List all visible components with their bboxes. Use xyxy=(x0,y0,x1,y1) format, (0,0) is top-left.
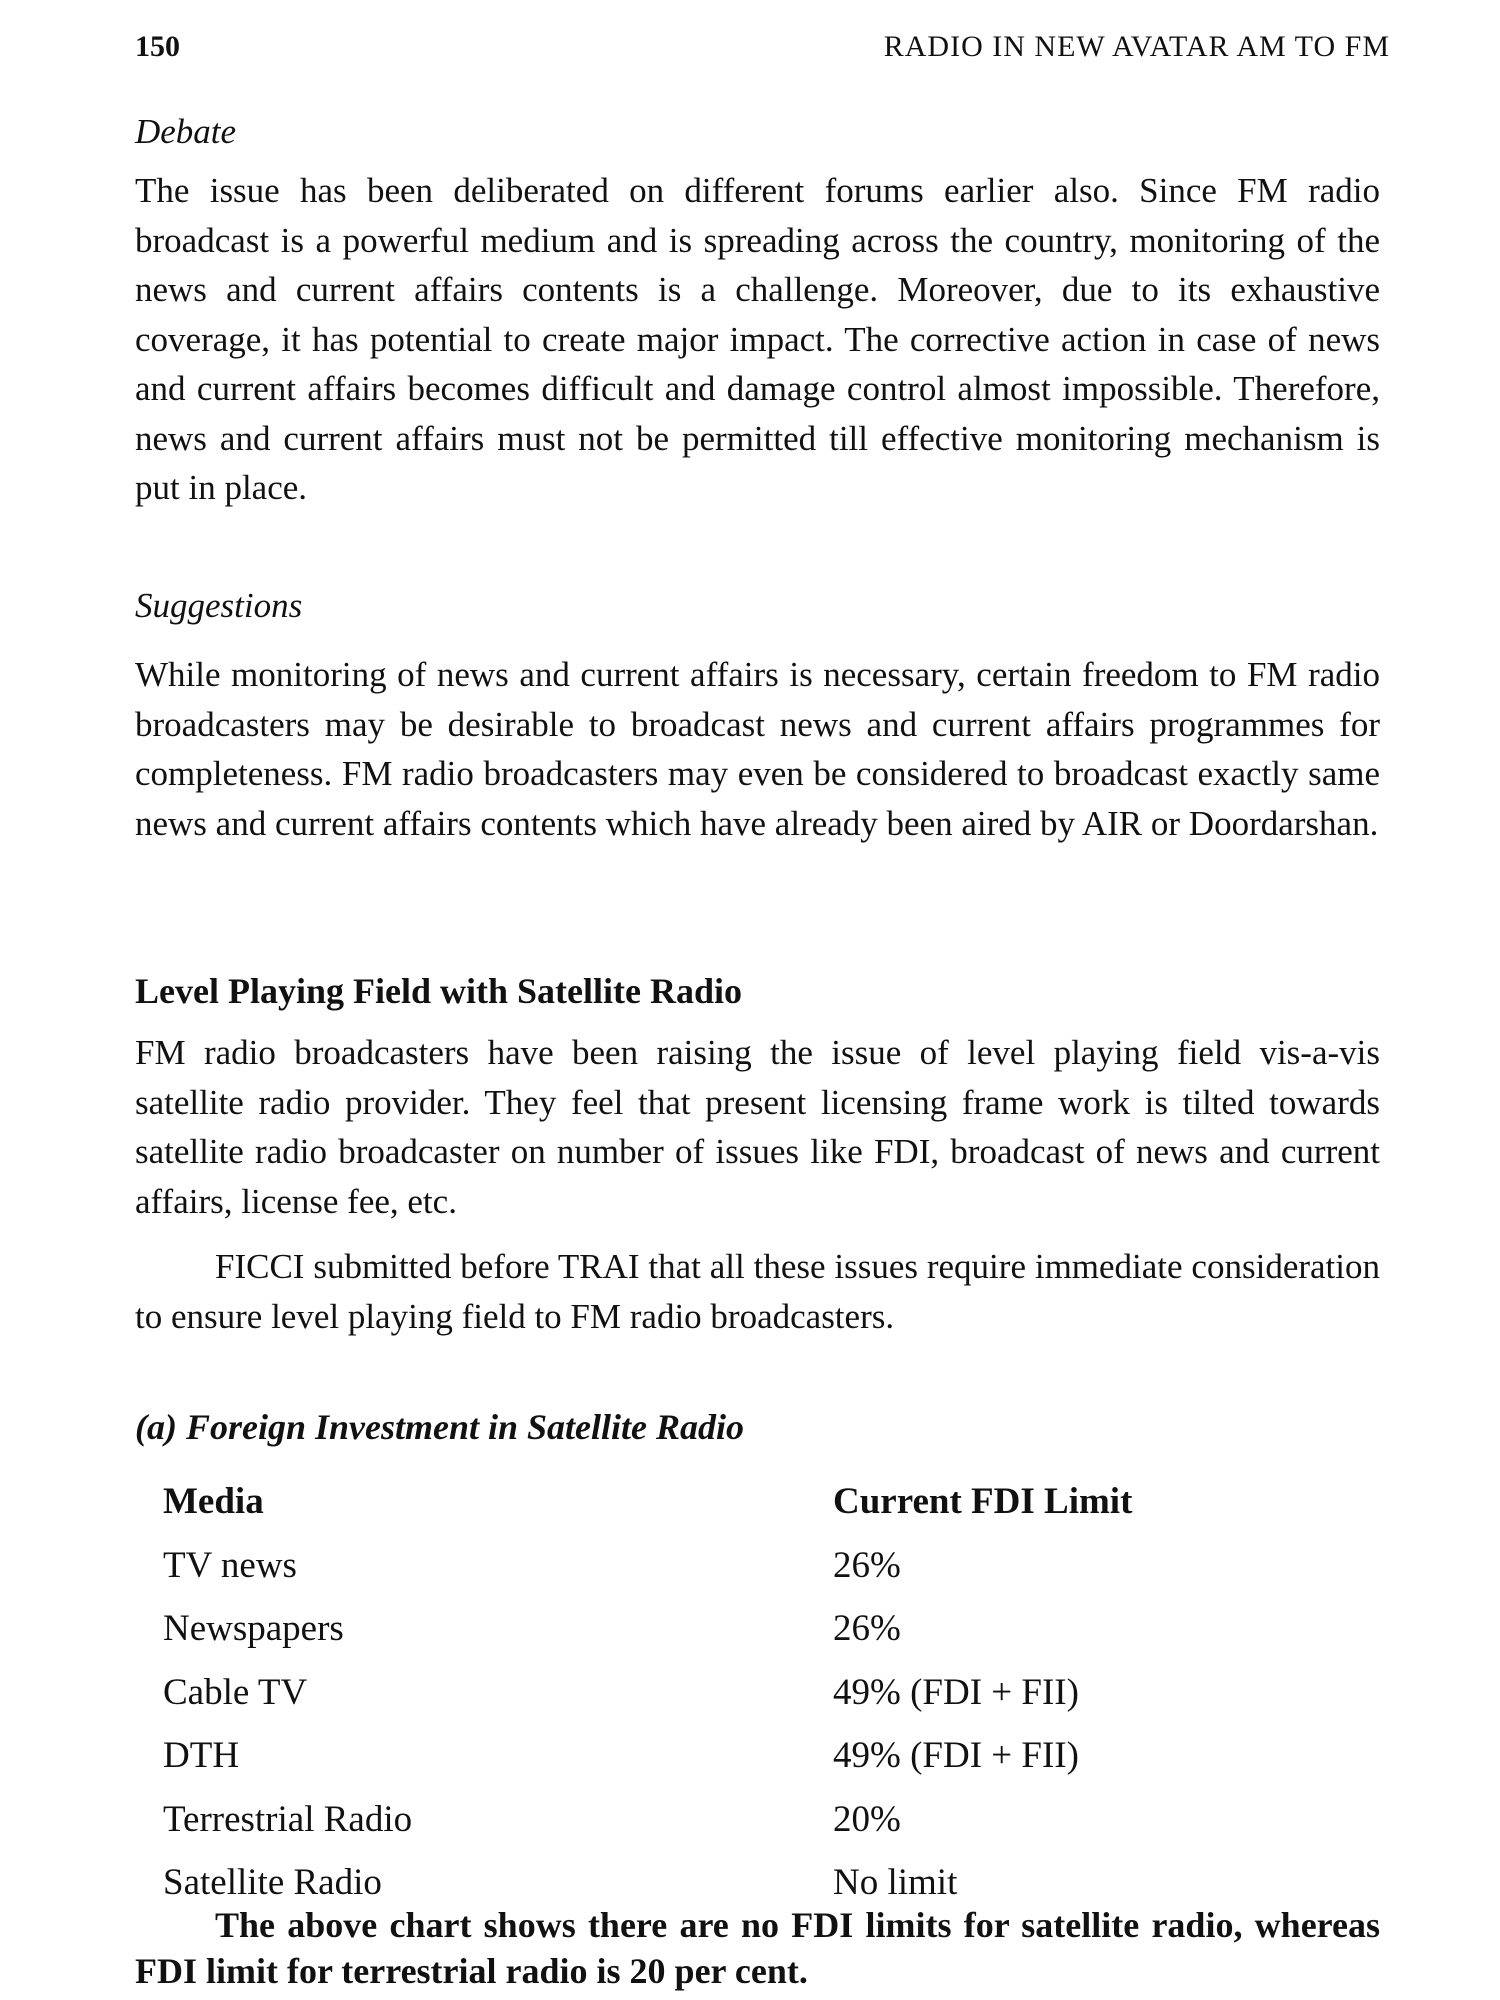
running-head: RADIO IN NEW AVATAR AM TO FM xyxy=(883,30,1390,63)
media-cell: Terrestrial Radio xyxy=(163,1798,413,1840)
media-cell: Cable TV xyxy=(163,1671,308,1713)
table-row xyxy=(163,1661,1243,1725)
table-header-row xyxy=(163,1470,1243,1534)
media-cell: Satellite Radio xyxy=(163,1862,382,1904)
table-row xyxy=(163,1597,1243,1661)
media-cell: TV news xyxy=(163,1544,297,1586)
suggestions-paragraph: While monitoring of news and current affairs is necessary, certain freedom to FM radio broadcasters may be desirable to broadcast news and current affairs programmes for completeness. FM radio broadcasters may even be considered to broadcast exactly same news and current affairs contents which have already been aired by AIR or Doordarshan. xyxy=(135,655,1380,843)
media-cell: DTH xyxy=(163,1735,240,1777)
fdi-limit-cell: 49% (FDI + FII) xyxy=(833,1735,1079,1777)
column-header-fdi-limit: Current FDI Limit xyxy=(833,1481,1133,1523)
level-playing-field-paragraph-1: FM radio broadcasters have been raising the issue of level playing field vis-a-vis satellite radio provider. They feel that present licensing frame work is tilted towards satellite radio broadcaster on number of issues like FDI, broadcast of news and current affairs, license fee, etc. xyxy=(135,1033,1380,1221)
page-number: 150 xyxy=(135,30,180,63)
fdi-limit-cell: 20% xyxy=(833,1798,901,1840)
fdi-limit-cell: No limit xyxy=(833,1862,958,1904)
debate-paragraph: The issue has been deliberated on different forums earlier also. Since FM radio broadcast is a powerful medium and is spreading across the country, monitoring of the news and current affairs contents is a challenge. Moreover, due to its exhaustive coverage, it has potential to create major impact. The corrective action in case of news and current affairs becomes difficult and damage control almost impossible. Therefore, news and current affairs must not be permitted till effective monitoring mechanism is put in place. xyxy=(135,171,1380,507)
fdi-limit-cell: 26% xyxy=(833,1544,901,1586)
page-header xyxy=(135,30,1390,74)
table-row xyxy=(163,1534,1243,1598)
foreign-investment-heading: (a) Foreign Investment in Satellite Radio xyxy=(135,1407,745,1447)
fdi-conclusion-paragraph: The above chart shows there are no FDI limits for satellite radio, whereas FDI limit for terrestrial radio is 20 per cent. xyxy=(135,1905,1380,1991)
table-row xyxy=(163,1724,1243,1788)
suggestions-heading: Suggestions xyxy=(135,586,303,625)
table-row xyxy=(163,1788,1243,1852)
fdi-limit-cell: 26% xyxy=(833,1608,901,1650)
level-playing-field-paragraph-2: FICCI submitted before TRAI that all these issues require immediate consideration to ensure level playing field to FM radio broadcasters. xyxy=(135,1247,1380,1336)
column-header-media: Media xyxy=(163,1481,264,1523)
fdi-limit-cell: 49% (FDI + FII) xyxy=(833,1671,1079,1713)
media-cell: Newspapers xyxy=(163,1608,344,1650)
level-playing-field-heading: Level Playing Field with Satellite Radio xyxy=(135,971,742,1011)
fdi-limit-table xyxy=(163,1470,1243,1915)
debate-heading: Debate xyxy=(135,112,237,151)
